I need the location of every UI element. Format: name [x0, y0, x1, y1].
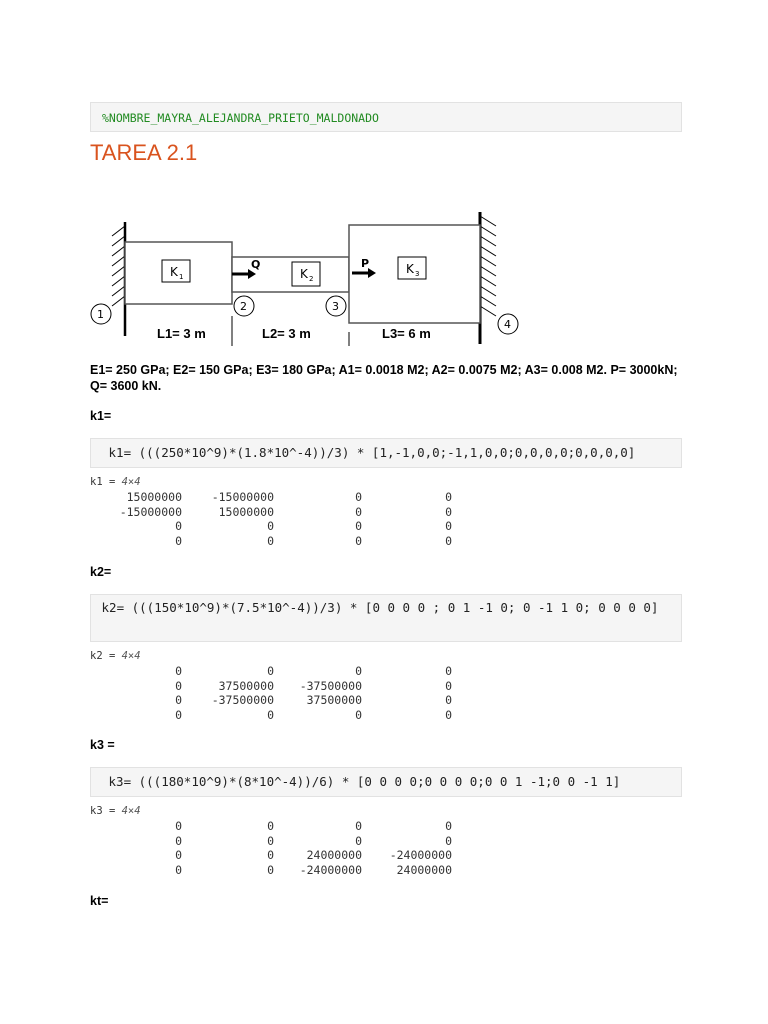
matrix-cell: 15000000 [218, 504, 274, 519]
matrix-cell: 0 [267, 819, 274, 833]
p-label: P [361, 257, 370, 270]
matrix-cell: 0 [175, 819, 182, 833]
matrix-cell: 0 [355, 490, 362, 504]
length-l2: L2= 3 m [262, 326, 311, 341]
name-comment-box [90, 102, 682, 132]
matrix-cell: 0 [175, 833, 182, 848]
matrix-cell: 0 [445, 678, 452, 693]
matrix-cell: 15000000 [126, 490, 182, 504]
matrix-cell: 0 [267, 863, 274, 878]
matrix-cell: 0 [267, 664, 274, 678]
matrix-cell: 37500000 [306, 693, 362, 708]
matrix-cell: 0 [175, 693, 182, 708]
k1-output-size: 4×4 [121, 476, 141, 488]
matrix-cell: 24000000 [396, 863, 452, 878]
matrix-cell: 0 [175, 848, 182, 863]
k1-code-box [90, 438, 682, 468]
bar-system-diagram [90, 210, 536, 346]
k3-label: K [406, 262, 414, 276]
matrix-cell: 0 [445, 490, 452, 504]
k3-output-size: 4×4 [121, 805, 141, 817]
matrix-cell: 0 [175, 708, 182, 723]
q-label: Q [251, 258, 261, 271]
matrix-cell: 0 [267, 534, 274, 549]
name-comment: %NOMBRE_MAYRA_ALEJANDRA_PRIETO_MALDONADO [102, 111, 379, 125]
matrix-cell: -15000000 [119, 504, 182, 519]
k2-heading: k2= [90, 565, 112, 579]
matrix-cell: 0 [355, 708, 362, 723]
k3-output-label [90, 805, 141, 817]
matrix-cell: 0 [175, 664, 182, 678]
matrix-cell: 0 [355, 664, 362, 678]
k3-code-box [90, 767, 682, 797]
kt-heading: kt= [90, 894, 109, 908]
matrix-cell: 0 [445, 534, 452, 549]
matrix-cell: 0 [445, 504, 452, 519]
k2-code: k2= (((150*10^9)*(7.5*10^-4))/3) * [0 0 0 0 ; 0 1 -1 0; 0 -1 1 0; 0 0 0 0] [94, 600, 659, 615]
k2-output-label [90, 650, 141, 662]
problem-data-text: E1= 250 GPa; E2= 150 GPa; E3= 180 GPa; A1= 0.0018 M2; A2= 0.0075 M2; A3= 0.008 M2. P= 3000kN; Q= 3600 kN. [90, 363, 678, 393]
k3-code: k3= (((180*10^9)*(8*10^-4))/6) * [0 0 0 0;0 0 0 0;0 0 1 -1;0 0 -1 1] [101, 774, 621, 789]
k2-code-box [90, 594, 682, 642]
matrix-cell: 37500000 [218, 678, 274, 693]
matrix-cell: 0 [445, 664, 452, 678]
k1-code: k1= (((250*10^9)*(1.8*10^-4))/3) * [1,-1,0,0;-1,1,0,0;0,0,0,0;0,0,0,0] [101, 445, 636, 460]
k2-output-size: 4×4 [121, 650, 141, 662]
k2-label: K [300, 267, 308, 281]
k3-sub: 3 [415, 270, 420, 278]
page-title: TAREA 2.1 [90, 140, 198, 165]
k1-sub: 1 [179, 273, 184, 281]
matrix-cell: 0 [355, 504, 362, 519]
matrix-cell: 0 [175, 678, 182, 693]
matrix-cell: 0 [445, 693, 452, 708]
matrix-cell: 0 [175, 519, 182, 534]
node-4: 4 [504, 318, 511, 331]
k1-heading: k1= [90, 409, 112, 423]
k2-output-name: k2 = [90, 650, 122, 662]
node-2: 2 [240, 300, 247, 313]
matrix-cell: 0 [175, 534, 182, 549]
length-l1: L1= 3 m [157, 326, 206, 341]
matrix-cell: -24000000 [389, 848, 452, 863]
matrix-cell: 0 [445, 819, 452, 833]
k1-output-name: k1 = [90, 476, 122, 488]
matrix-cell: -37500000 [211, 693, 274, 708]
matrix-cell: 0 [267, 833, 274, 848]
matrix-cell: 0 [355, 534, 362, 549]
matrix-cell: 0 [267, 519, 274, 534]
k2-sub: 2 [309, 275, 314, 283]
node-3: 3 [332, 300, 339, 313]
matrix-cell: 0 [445, 833, 452, 848]
k1-output-label [90, 476, 141, 488]
matrix-cell: -24000000 [299, 863, 362, 878]
matrix-cell: 0 [175, 863, 182, 878]
k3-output-name: k3 = [90, 805, 122, 817]
k1-label: K [170, 265, 178, 279]
length-l3: L3= 6 m [382, 326, 431, 341]
matrix-cell: 0 [355, 833, 362, 848]
node-1: 1 [97, 308, 104, 321]
matrix-cell: 0 [445, 708, 452, 723]
matrix-cell: 0 [267, 848, 274, 863]
matrix-cell: 0 [355, 519, 362, 534]
matrix-cell: -15000000 [211, 490, 274, 504]
k3-heading: k3 = [90, 738, 115, 752]
matrix-cell: 0 [355, 819, 362, 833]
matrix-cell: -37500000 [299, 678, 362, 693]
matrix-cell: 24000000 [306, 848, 362, 863]
matrix-cell: 0 [267, 708, 274, 723]
matrix-cell: 0 [445, 519, 452, 534]
